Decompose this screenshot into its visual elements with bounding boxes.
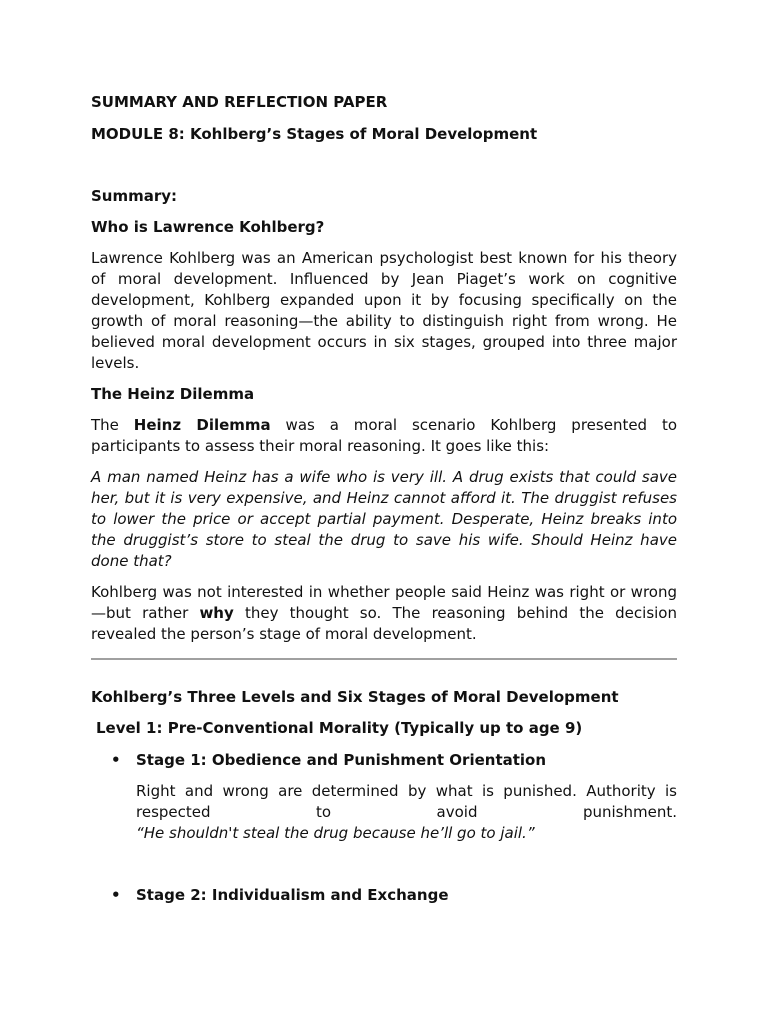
document-body xyxy=(91,92,677,906)
horizontal-divider xyxy=(91,658,677,660)
heinz-heading: The Heinz Dilemma xyxy=(91,385,255,403)
heinz-analysis-paragraph xyxy=(91,582,677,645)
stage1-description xyxy=(91,781,677,844)
heinz-quote: A man named Heinz has a wife who is very ill. A drug exists that could save her, but it is very expensive, and Heinz cannot afford it. The druggist refuses to lower the price or accept partial payment. Desperate, Heinz breaks into the druggist’s store to steal the drug to save his wife. Should Heinz have done that? xyxy=(91,468,677,570)
stage2-title: Stage 2: Individualism and Exchange xyxy=(136,886,449,904)
level1-heading: Level 1: Pre-Conventional Morality (Typically up to age 9) xyxy=(96,719,583,737)
who-heading: Who is Lawrence Kohlberg? xyxy=(91,218,325,236)
heinz-intro-post: was a moral scenario Kohlberg presented to participants to assess their moral reasoning. It goes like this: xyxy=(91,416,678,455)
heinz-intro-bold: Heinz Dilemma xyxy=(133,416,271,434)
stage2-list-item xyxy=(91,885,677,906)
analysis-bold: why xyxy=(199,604,234,622)
heinz-intro-pre: The xyxy=(91,416,134,434)
levels-heading: Kohlberg’s Three Levels and Six Stages of Moral Development xyxy=(91,688,619,706)
module-title: MODULE 8: Kohlberg’s Stages of Moral Development xyxy=(91,125,538,143)
analysis-post: they thought so. The reasoning behind the decision revealed the person’s stage of moral development. xyxy=(91,604,677,643)
who-paragraph: Lawrence Kohlberg was an American psychologist best known for his theory of moral development. Influenced by Jean Piaget’s work on cognitive development, Kohlberg expanded upon it by focusing specifically on the growth of moral reasoning—the ability to distinguish right from wrong. He believed moral development occurs in six stages, grouped into three major levels. xyxy=(91,249,677,372)
stage1-list-item xyxy=(91,750,677,771)
stage1-title: Stage 1: Obedience and Punishment Orientation xyxy=(136,751,547,769)
heinz-intro-paragraph xyxy=(91,415,677,457)
summary-heading: Summary: xyxy=(91,187,178,205)
analysis-pre: Kohlberg was not interested in whether people said Heinz was right or wrong—but rather xyxy=(91,583,677,622)
stage1-text: Right and wrong are determined by what is punished. Authority is respected to avoid punishment. xyxy=(136,782,677,821)
stage1-quote: “He shouldn't steal the drug because he’ll go to jail.” xyxy=(136,824,535,842)
paper-title: SUMMARY AND REFLECTION PAPER xyxy=(91,93,388,111)
bullet-icon: • xyxy=(111,751,121,769)
bullet-icon: • xyxy=(111,886,121,904)
